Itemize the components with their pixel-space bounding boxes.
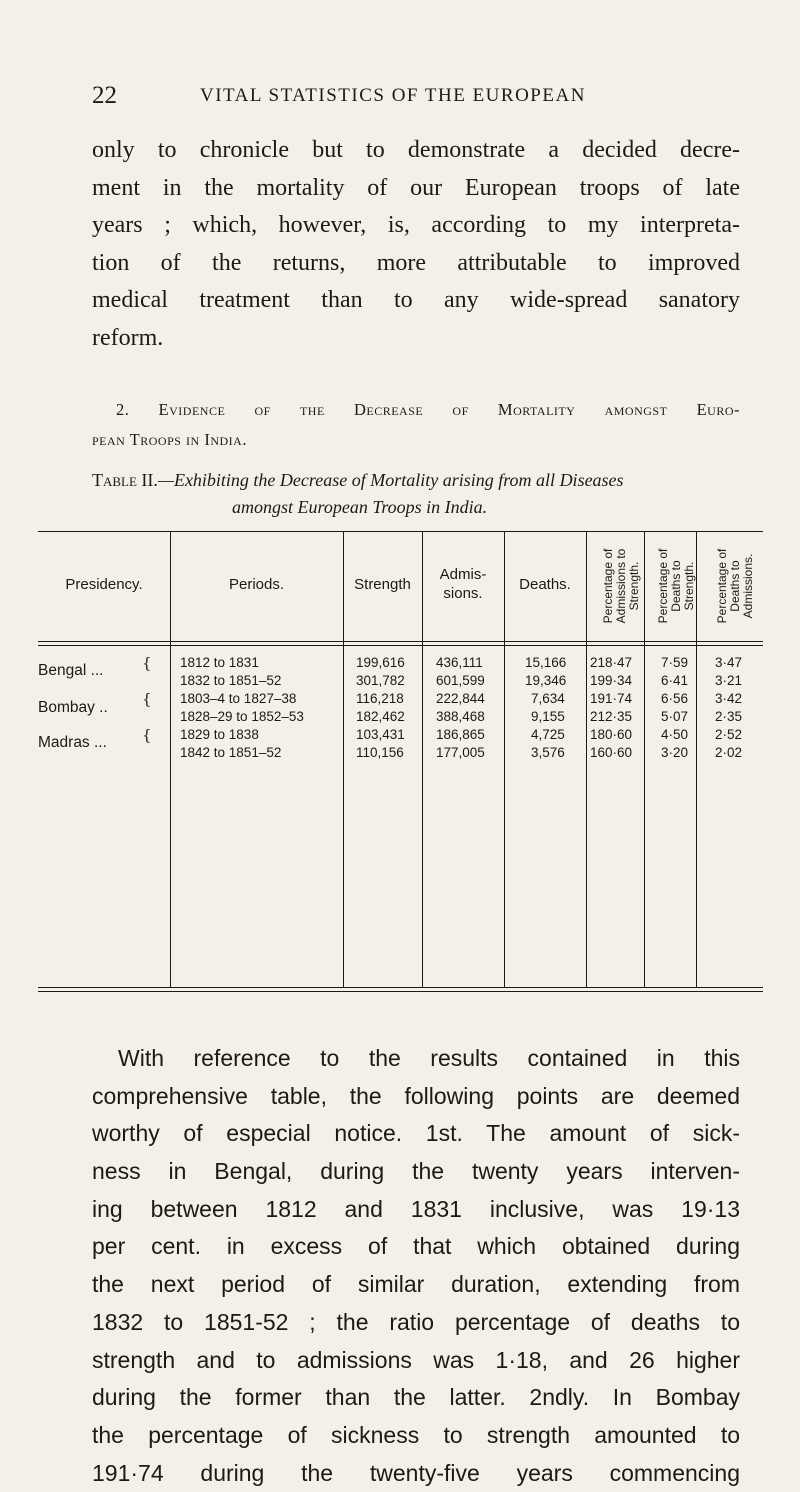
cell-deaths: 4,725	[531, 727, 565, 742]
page-header	[92, 82, 732, 112]
column-separator	[343, 531, 344, 987]
column-separator	[170, 531, 171, 987]
header-rule	[38, 641, 763, 642]
header-admissions-line: sions.	[443, 585, 483, 602]
header-presidency: Presidency.	[65, 576, 143, 593]
text-line: the percentage of sickness to strength amounted to	[92, 1421, 740, 1448]
text-line: years ; which, however, is, according to my interpreta-	[92, 212, 740, 238]
cell-deaths: 15,166	[525, 655, 567, 670]
text-line: comprehensive table, the following points are deemed	[92, 1082, 740, 1109]
cell-pct-admissions: 180·60	[590, 727, 633, 742]
text-line: only to chronicle but to demonstrate a decided decre-	[92, 137, 740, 163]
cell-period: 1803–4 to 1827–38	[180, 691, 297, 706]
column-separator	[644, 531, 645, 987]
mortality-table	[38, 531, 763, 1019]
cell-period: 1832 to 1851–52	[180, 673, 282, 688]
cell-period: 1829 to 1838	[180, 727, 259, 742]
text-line: ness in Bengal, during the twenty years interven-	[92, 1158, 740, 1185]
text-line: 1832 to 1851-52 ; the ratio percentage of deaths to	[92, 1308, 740, 1335]
cell-pct-deaths-strength: 6·56	[661, 691, 689, 706]
cell-pct-deaths-strength: 5·07	[661, 709, 689, 724]
cell-pct-deaths-admissions: 2·52	[715, 727, 743, 742]
presidency-bombay: Bombay ..	[38, 699, 108, 716]
cell-strength: 301,782	[356, 673, 405, 688]
cell-strength: 110,156	[356, 745, 404, 760]
cell-deaths: 9,155	[531, 709, 565, 724]
presidency-madras: Madras ...	[38, 734, 107, 751]
text-line: the next period of similar duration, extending from	[92, 1271, 740, 1298]
cell-deaths: 3,576	[531, 745, 565, 760]
cell-pct-deaths-admissions: 3·42	[715, 691, 743, 706]
table-caption	[92, 467, 752, 521]
cell-pct-deaths-admissions: 3·47	[715, 655, 743, 670]
paragraph-1	[92, 132, 740, 357]
header-pct-admissions-strength: Percentage of Admissions to Strength.	[601, 548, 641, 624]
text-line: tion of the returns, more attributable to improved	[92, 249, 740, 276]
cell-pct-deaths-admissions: 2·02	[715, 745, 743, 760]
cell-period: 1812 to 1831	[180, 655, 259, 670]
header-pct-deaths-strength: Percentage of Deaths to Strength.	[656, 548, 696, 624]
cell-pct-deaths-admissions: 3·21	[715, 673, 743, 688]
header-admissions	[422, 565, 504, 603]
cell-deaths: 19,346	[525, 673, 567, 688]
cell-admissions: 177,005	[436, 745, 485, 760]
cell-pct-admissions: 218·47	[590, 655, 633, 670]
table-label: Table II.	[92, 470, 158, 490]
text-line: 191·74 during the twenty-five years commencing	[92, 1459, 740, 1486]
section-heading-line: pean Troops in India.	[92, 430, 247, 449]
table-top-rule	[38, 531, 763, 532]
cell-period: 1828–29 to 1852–53	[180, 709, 304, 724]
cell-admissions: 222,844	[436, 691, 485, 706]
cell-pct-deaths-admissions: 2·35	[715, 709, 743, 724]
cell-pct-deaths-strength: 7·59	[661, 655, 689, 670]
table-bottom-rule	[38, 987, 763, 988]
header-strength: Strength	[354, 576, 411, 593]
header-periods: Periods.	[228, 576, 285, 593]
header-rule	[38, 645, 763, 646]
cell-strength: 182,462	[356, 709, 405, 724]
cell-admissions: 186,865	[436, 727, 485, 742]
cell-pct-admissions: 199·34	[590, 673, 633, 688]
brace-top: {	[142, 654, 152, 672]
cell-pct-deaths-strength: 3·20	[661, 745, 689, 760]
cell-strength: 116,218	[356, 691, 404, 706]
section-heading-line: 2. Evidence of the Decrease of Mortality amongst Euro-	[116, 400, 740, 419]
text-line: medical treatment than to any wide-spread sanatory	[92, 287, 740, 313]
running-title: VITAL STATISTICS OF THE EUROPEAN	[200, 85, 586, 106]
text-line: With reference to the results contained in this	[118, 1045, 740, 1071]
brace-top: {	[142, 690, 152, 708]
table-bottom-rule	[38, 991, 763, 992]
cell-strength: 103,431	[356, 727, 405, 742]
presidency-bengal: Bengal ...	[38, 662, 104, 679]
text-line: strength and to admissions was 1·18, and 26 higher	[92, 1346, 740, 1373]
section-heading	[92, 395, 740, 455]
cell-pct-deaths-strength: 6·41	[661, 673, 689, 688]
brace-top: {	[142, 726, 152, 744]
column-separator	[504, 531, 505, 987]
cell-admissions: 601,599	[436, 673, 485, 688]
header-deaths: Deaths.	[519, 576, 571, 593]
cell-admissions: 436,111	[436, 655, 483, 670]
text-line: during the former than the latter. 2ndly. In Bombay	[92, 1384, 740, 1411]
caption-text: amongst European Troops in India.	[232, 497, 488, 517]
cell-pct-admissions: 212·35	[590, 709, 633, 724]
cell-pct-admissions: 191·74	[590, 691, 633, 706]
text-line: per cent. in excess of that which obtained during	[92, 1233, 740, 1260]
text-line: reform.	[92, 324, 164, 351]
header-admissions-line: Admis-	[439, 566, 487, 583]
paragraph-2	[92, 1040, 740, 1492]
text-line: ing between 1812 and 1831 inclusive, was 19·13	[92, 1195, 740, 1222]
cell-deaths: 7,634	[531, 691, 565, 706]
column-separator	[586, 531, 587, 987]
column-separator	[696, 531, 697, 987]
text-line: worthy of especial notice. 1st. The amount of sick-	[92, 1120, 740, 1147]
cell-period: 1842 to 1851–52	[180, 745, 282, 760]
caption-text: —Exhibiting the Decrease of Mortality arising from all Diseases	[157, 470, 624, 490]
cell-strength: 199,616	[356, 655, 405, 670]
cell-pct-admissions: 160·60	[590, 745, 633, 760]
page-number: 22	[92, 82, 117, 109]
cell-pct-deaths-strength: 4·50	[661, 727, 689, 742]
header-pct-deaths-admissions: Percentage of Deaths to Admissions.	[715, 548, 755, 624]
text-line: ment in the mortality of our European troops of late	[92, 174, 740, 201]
cell-admissions: 388,468	[436, 709, 485, 724]
